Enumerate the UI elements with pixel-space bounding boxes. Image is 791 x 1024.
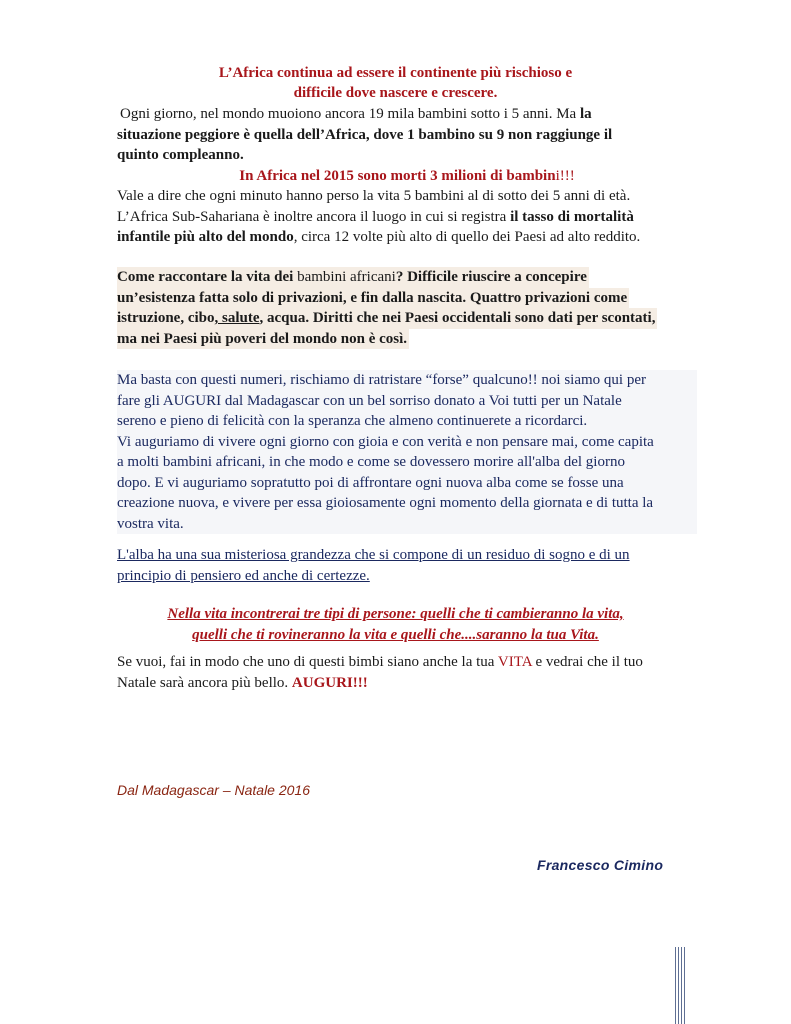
title-line-1: L’Africa continua ad essere il continente più rischioso e	[218, 65, 573, 81]
paragraph-line	[117, 227, 697, 248]
paragraph-line: fare gli AUGURI dal Madagascar con un bel sorriso donato a Voi tutti per un Natale	[117, 391, 697, 412]
paragraph-privations	[117, 267, 697, 349]
bold-text: quinto compleanno.	[117, 147, 244, 163]
underlined-text: L'alba ha una sua misteriosa grandezza che si compone di un residuo di sogno e di un	[117, 547, 630, 563]
paragraph-line	[117, 545, 697, 566]
place-date-line: Dal Madagascar – Natale 2016	[117, 782, 311, 798]
paragraph-dawn	[117, 545, 697, 586]
paragraph-closing	[117, 652, 697, 693]
paragraph-line: sereno e pieno di felicità con la speranza che almeno continuerete a ricordarci.	[117, 411, 697, 432]
paragraph-line	[117, 267, 697, 288]
bold-text: Come raccontare la vita dei	[117, 269, 298, 285]
page-margin-lines	[675, 947, 689, 1024]
quote-line	[0, 604, 791, 625]
text-run: L’Africa Sub-Sahariana è inoltre ancora il luogo in cui si registra	[117, 208, 511, 225]
paragraph-line	[117, 207, 697, 228]
text-run: Natale sarà ancora più bello.	[117, 674, 292, 691]
paragraph-line: Vale a dire che ogni minuto hanno perso la vita 5 bambini al di sotto dei 5 anni di età.	[117, 188, 631, 204]
underlined-text: , salute	[214, 310, 260, 326]
highlight-line	[117, 166, 697, 187]
bold-text: ma nei Paesi più poveri del mondo non è così.	[117, 330, 408, 347]
paragraph-line	[117, 566, 697, 587]
bold-text: un’esistenza fatta solo di privazioni, e fin dalla nascita. Quattro privazioni come	[117, 289, 628, 306]
bold-text: situazione peggiore è quella dell’Africa, dove 1 bambino su 9 non raggiunge il	[117, 126, 613, 143]
quote-block	[0, 604, 791, 645]
bold-text: ? Difficile riuscire a concepire	[395, 269, 587, 285]
paragraph-sub-saharan	[117, 186, 697, 248]
underlined-text: principio di pensiero ed anche di certezze.	[117, 567, 370, 584]
bold-text: istruzione, cibo	[117, 310, 215, 326]
text-run: , circa 12 volte più alto di quello dei Paesi ad alto reddito.	[293, 229, 641, 245]
red-bold-text: AUGURI!!!	[291, 674, 368, 691]
quote-line	[0, 625, 791, 646]
paragraph-greetings	[117, 370, 697, 534]
paragraph-line: Vi auguriamo di vivere ogni giorno con gioia e con verità e non pensare mai, come capita	[117, 432, 697, 453]
paragraph-line	[117, 673, 697, 694]
quote-text: quelli che ti rovineranno la vita e quelli che....saranno la tua Vita.	[192, 626, 599, 643]
paragraph-child-mortality	[117, 104, 697, 186]
bold-text: , acqua. Diritti che nei Paesi occidentali sono dati per scontati,	[259, 310, 656, 326]
paragraph-line	[117, 145, 697, 166]
bold-text: la	[579, 106, 592, 122]
paragraph-line	[117, 308, 697, 329]
text-run: Se vuoi, fai in modo che uno di questi bimbi siano anche la tua	[117, 654, 498, 670]
paragraph-line	[117, 104, 697, 125]
paragraph-line: a molti bambini africani, in che modo e come se dovessero morire all'alba del giorno	[117, 452, 697, 473]
red-text: i!!!	[555, 167, 575, 184]
bold-text: infantile più alto del mondo	[117, 229, 294, 245]
paragraph-line: vostra vita.	[117, 514, 697, 535]
paragraph-line	[117, 652, 697, 673]
paragraph-line	[117, 125, 697, 146]
quote-text: Nella vita incontrerai tre tipi di persone: quelli che ti cambieranno la vita,	[167, 606, 624, 622]
author-signature: Francesco Cimino	[537, 857, 664, 873]
text-run: Ogni giorno, nel mondo muoiono ancora 19 mila bambini sotto i 5 anni. Ma	[120, 106, 580, 122]
red-text: VITA	[497, 654, 532, 670]
text-run: bambini africani	[297, 269, 396, 285]
document-title	[0, 63, 791, 103]
paragraph-line: dopo. E vi auguriamo sopratutto poi di affrontare ogni nuova alba come se fosse una	[117, 473, 697, 494]
red-bold-text: In Africa nel 2015 sono morti 3 milioni di bambin	[239, 167, 556, 184]
bold-text: il tasso di mortalità	[510, 208, 634, 225]
paragraph-line	[117, 329, 697, 350]
paragraph-line	[117, 288, 697, 309]
paragraph-line: creazione nuova, e vivere per essa gioiosamente ogni momento della giornata e di tutta la	[117, 493, 697, 514]
text-run: e vedrai che il tuo	[531, 654, 643, 670]
paragraph-line: Ma basta con questi numeri, rischiamo di ratristare “forse” qualcuno!! noi siamo qui per	[117, 370, 697, 391]
title-line-2: difficile dove nascere e crescere.	[293, 85, 498, 101]
